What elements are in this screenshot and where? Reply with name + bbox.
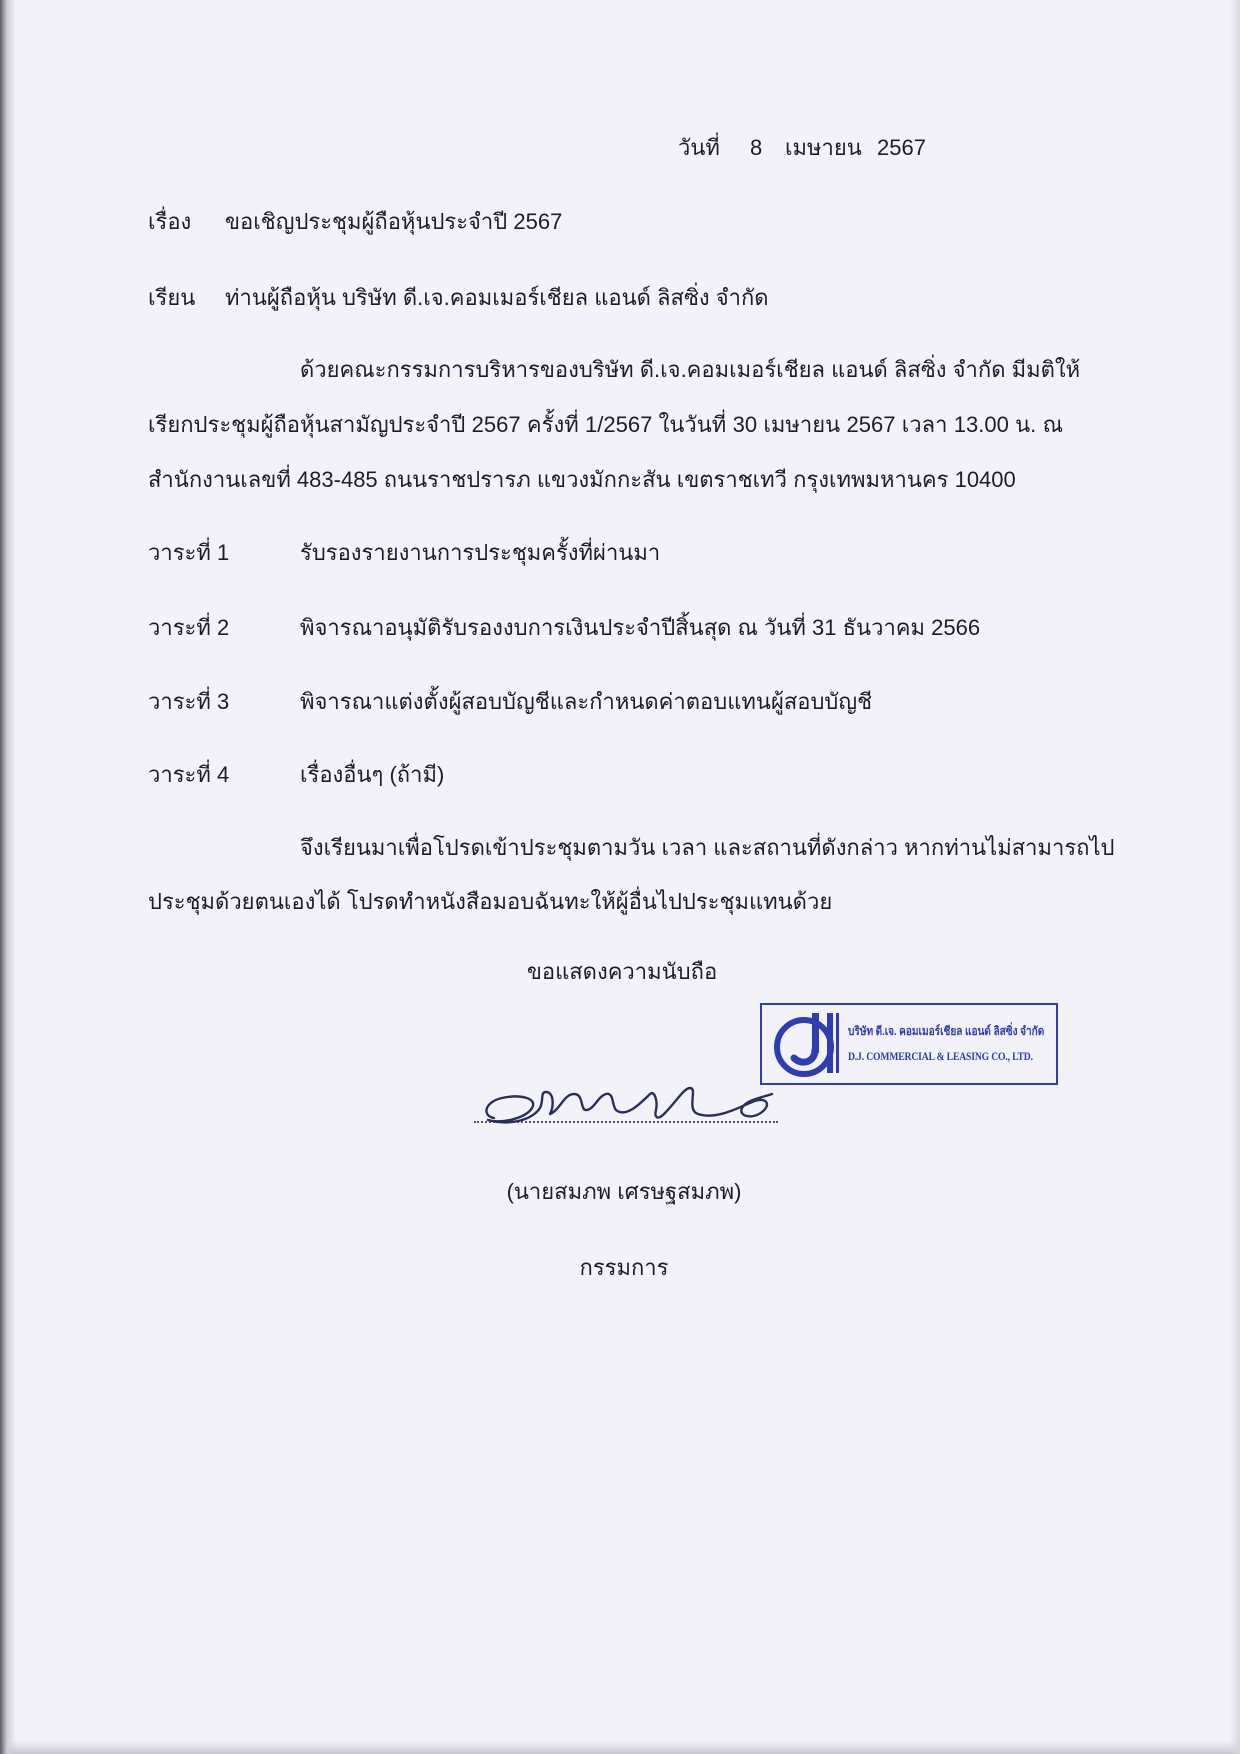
salutation-label: เรียน xyxy=(148,285,196,310)
date-day: 8 xyxy=(750,135,763,160)
agenda-item-text: พิจารณาแต่งตั้งผู้สอบบัญชีและกำหนดค่าตอบแทนผู้สอบบัญชี xyxy=(300,689,873,714)
stamp-company-name-th: บริษัท ดี.เจ. คอมเมอร์เชียล แอนด์ ลิสซิ่ง จำกัด xyxy=(848,1024,1045,1038)
agenda-item-text: เรื่องอื่นๆ (ถ้ามี) xyxy=(300,762,445,787)
body-line: สำนักงานเลขที่ 483-485 ถนนราชปรารภ แขวงมักกะสัน เขตราชเทวี กรุงเทพมหานคร 10400 xyxy=(148,467,1016,492)
agenda-item-label: วาระที่ 3 xyxy=(148,689,230,714)
date-month: เมษายน xyxy=(785,135,862,160)
date-label: วันที่ xyxy=(678,135,720,160)
company-logo-icon xyxy=(772,1010,842,1080)
signature xyxy=(480,1080,775,1130)
stamp-company-name-en: D.J. COMMERCIAL & LEASING CO., LTD. xyxy=(848,1051,1033,1063)
signatory-title: กรรมการ xyxy=(579,1255,669,1280)
signatory-name: (นายสมภพ เศรษฐสมภพ) xyxy=(506,1179,742,1204)
company-stamp xyxy=(760,1003,1058,1085)
salutation-text: ท่านผู้ถือหุ้น บริษัท ดี.เจ.คอมเมอร์เชียล แอนด์ ลิสซิ่ง จำกัด xyxy=(225,285,769,310)
closing-line: ประชุมด้วยตนเองได้ โปรดทำหนังสือมอบฉันทะให้ผู้อื่นไปประชุมแทนด้วย xyxy=(148,889,833,914)
subject-text: ขอเชิญประชุมผู้ถือหุ้นประจำปี 2567 xyxy=(225,209,563,234)
sign-off: ขอแสดงความนับถือ xyxy=(526,959,718,984)
agenda-item-label: วาระที่ 2 xyxy=(148,615,230,640)
body-line: เรียกประชุมผู้ถือหุ้นสามัญประจำปี 2567 ครั้งที่ 1/2567 ในวันที่ 30 เมษายน 2567 เวลา 13.00 น. ณ xyxy=(148,412,1063,437)
agenda-item-label: วาระที่ 1 xyxy=(148,540,230,565)
subject-label: เรื่อง xyxy=(148,209,192,234)
body-line: ด้วยคณะกรรมการบริหารของบริษัท ดี.เจ.คอมเมอร์เชียล แอนด์ ลิสซิ่ง จำกัด มีมติให้ xyxy=(300,357,1081,382)
agenda-item-label: วาระที่ 4 xyxy=(148,762,230,787)
date-year: 2567 xyxy=(877,135,926,160)
agenda-item-text: พิจารณาอนุมัติรับรองงบการเงินประจำปีสิ้นสุด ณ วันที่ 31 ธันวาคม 2566 xyxy=(300,615,981,640)
agenda-item-text: รับรองรายงานการประชุมครั้งที่ผ่านมา xyxy=(300,540,661,565)
closing-line: จึงเรียนมาเพื่อโปรดเข้าประชุมตามวัน เวลา และสถานที่ดังกล่าว หากท่านไม่สามารถไป xyxy=(300,835,1115,860)
